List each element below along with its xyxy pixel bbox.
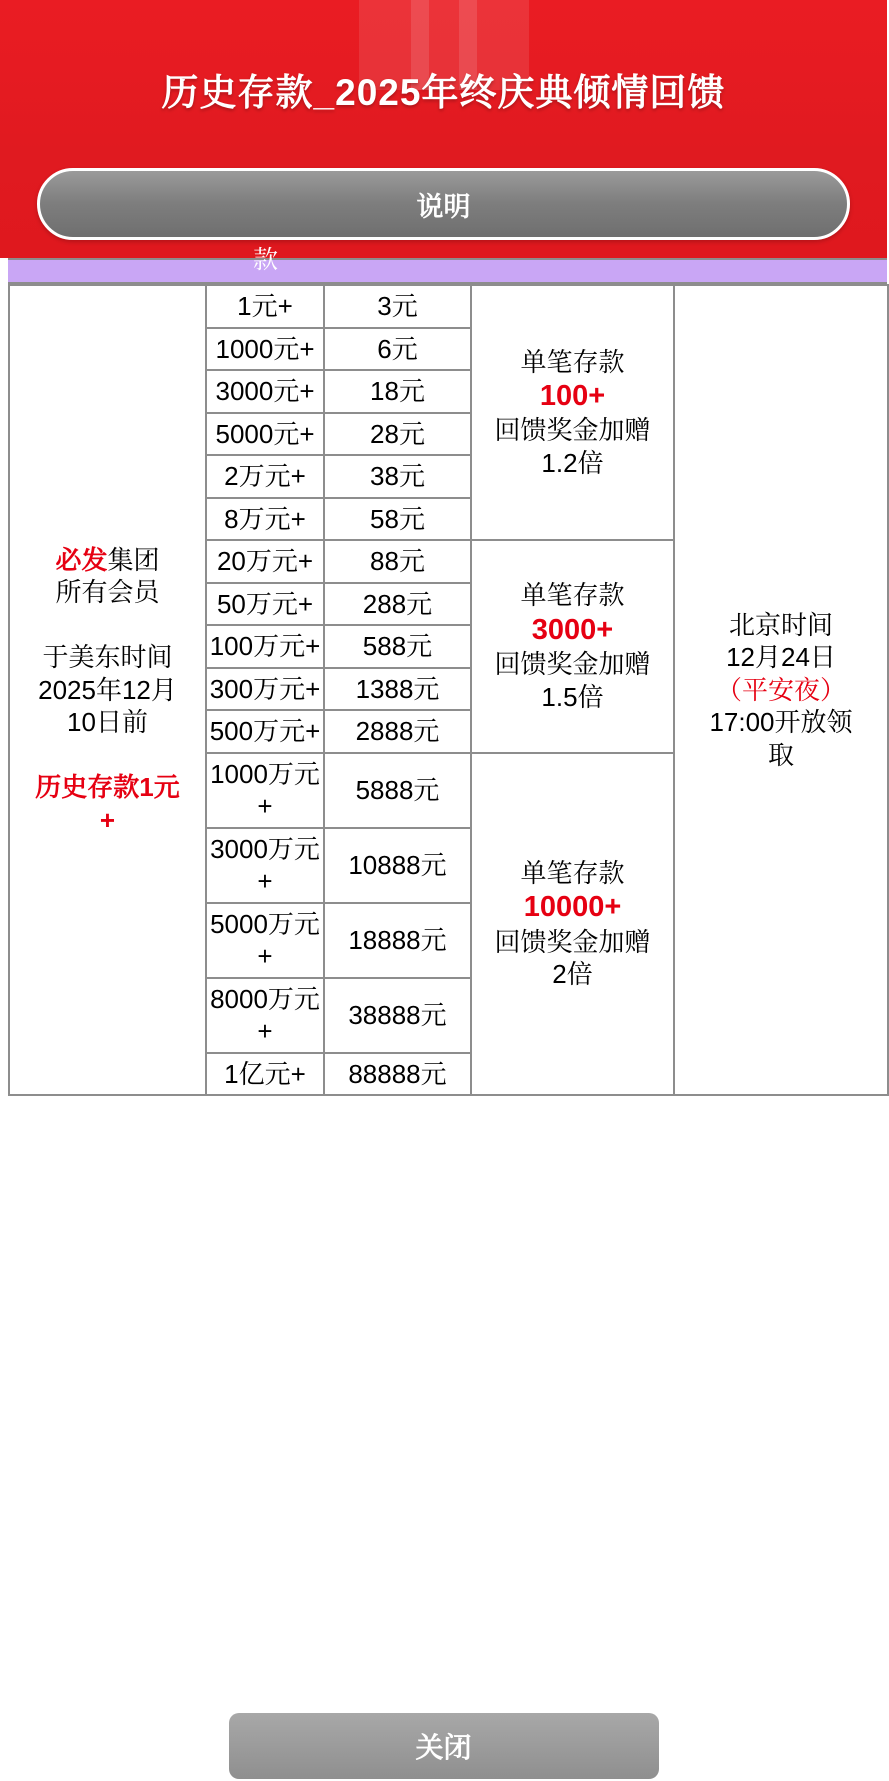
bonus-amount: 3元	[324, 285, 471, 328]
table-header-strip	[8, 258, 887, 284]
bonus-amount: 18元	[324, 370, 471, 413]
multiplier-cell-2	[471, 540, 674, 753]
multiplier-value-2: 1.5倍	[541, 681, 604, 712]
multiplier-value-3: 2倍	[552, 959, 593, 990]
bonus-amount: 88元	[324, 540, 471, 583]
eligibility-line4: 2025年12月	[38, 674, 177, 705]
eligibility-line7-red: +	[99, 804, 116, 835]
deposit-amount: 3000万元+	[206, 828, 324, 903]
bonus-amount: 88888元	[324, 1053, 471, 1096]
bonus-amount: 588元	[324, 625, 471, 668]
multiplier-cell-1	[471, 285, 674, 540]
deposit-amount: 5000元+	[206, 413, 324, 456]
promo-table	[8, 284, 889, 1096]
deposit-amount: 1亿元+	[206, 1053, 324, 1096]
deposit-amount: 50万元+	[206, 583, 324, 626]
claim-time-line3-red: （平安夜）	[715, 674, 846, 705]
bonus-amount: 10888元	[324, 828, 471, 903]
eligibility-line6-red: 历史存款1元	[35, 772, 180, 803]
bonus-amount: 28元	[324, 413, 471, 456]
bonus-amount: 5888元	[324, 753, 471, 828]
deposit-amount: 100万元+	[206, 625, 324, 668]
deposit-amount: 1元+	[206, 285, 324, 328]
deposit-amount: 500万元+	[206, 710, 324, 753]
deposit-amount: 300万元+	[206, 668, 324, 711]
eligibility-line1-rest: 集团	[107, 544, 160, 575]
eligibility-line1-red: 必发	[55, 544, 108, 575]
deposit-amount: 3000元+	[206, 370, 324, 413]
deposit-amount: 8万元+	[206, 498, 324, 541]
multiplier-label-top-3: 单笔存款	[520, 857, 625, 888]
multiplier-cell-3	[471, 753, 674, 1096]
eligibility-cell	[9, 285, 206, 1095]
table-row	[9, 285, 888, 328]
multiplier-label-mid-3: 回馈奖金加赠	[494, 926, 651, 957]
bonus-amount: 1388元	[324, 668, 471, 711]
bonus-amount: 6元	[324, 328, 471, 371]
page-title: 历史存款_2025年终庆典倾情回馈	[161, 72, 726, 113]
bonus-amount: 38元	[324, 455, 471, 498]
deposit-amount: 1000元+	[206, 328, 324, 371]
bonus-amount: 288元	[324, 583, 471, 626]
popup-header	[0, 0, 887, 258]
multiplier-label-mid-1: 回馈奖金加赠	[494, 415, 651, 446]
claim-time-line1: 北京时间	[728, 609, 833, 640]
deposit-amount: 2万元+	[206, 455, 324, 498]
multiplier-threshold-1: 100+	[539, 380, 606, 413]
bonus-amount: 18888元	[324, 903, 471, 978]
multiplier-value-1: 1.2倍	[541, 447, 604, 478]
multiplier-label-mid-2: 回馈奖金加赠	[494, 649, 651, 680]
close-button[interactable]: 关闭	[229, 1713, 659, 1779]
deposit-amount: 1000万元+	[206, 753, 324, 828]
multiplier-threshold-2: 3000+	[531, 613, 614, 646]
claim-time-cell	[674, 285, 888, 1095]
eligibility-line3: 于美东时间	[42, 642, 173, 673]
multiplier-threshold-3: 10000+	[523, 891, 622, 924]
bonus-amount: 58元	[324, 498, 471, 541]
claim-time-line2: 12月24日	[726, 642, 836, 673]
deposit-amount: 5000万元+	[206, 903, 324, 978]
promo-table-section	[0, 246, 887, 1713]
bonus-amount: 38888元	[324, 978, 471, 1053]
popup-footer	[0, 1713, 887, 1781]
bonus-amount: 2888元	[324, 710, 471, 753]
eligibility-line2: 所有会员	[55, 577, 160, 608]
multiplier-label-top-1: 单笔存款	[520, 346, 625, 377]
claim-time-line4: 17:00开放领	[709, 707, 853, 738]
multiplier-label-top-2: 单笔存款	[520, 580, 625, 611]
table-header-deposit-label: 款	[252, 246, 278, 274]
deposit-amount: 8000万元+	[206, 978, 324, 1053]
explain-button[interactable]: 说明	[37, 168, 850, 240]
eligibility-line5: 10日前	[67, 707, 148, 738]
deposit-amount: 20万元+	[206, 540, 324, 583]
claim-time-line5: 取	[767, 739, 794, 770]
